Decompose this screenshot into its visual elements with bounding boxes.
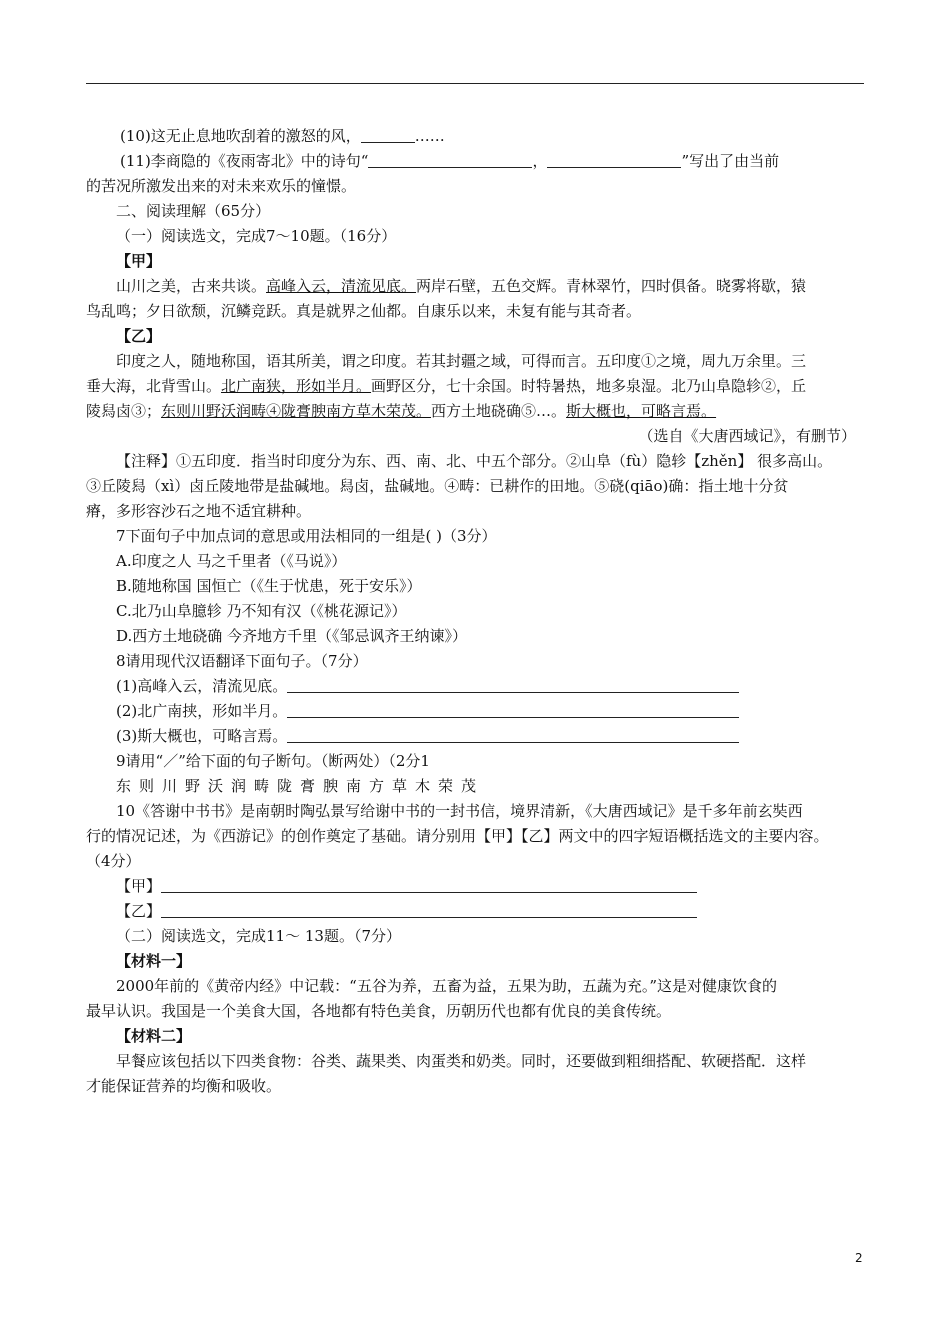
passage-yi-line-3 xyxy=(86,399,864,424)
q8-item-text: (1)高峰入云，清流见底。 xyxy=(116,677,288,695)
answer-label: 【甲】 xyxy=(116,877,162,895)
question-11-line xyxy=(86,149,864,174)
answer-blank xyxy=(361,127,415,143)
question-8: 8请用现代汉语翻译下面句子。（7分） xyxy=(116,652,368,670)
material-2-line-2: 才能保证营养的均衡和吸收。 xyxy=(86,1077,282,1095)
text-segment: 画野区分，七十余国。时特暑热，地多泉湿。北乃山阜隐轸②，丘 xyxy=(371,377,807,395)
answer-yi-line xyxy=(86,899,864,924)
question-10b-line-1: 10《答谢中书书》是南朝时陶弘景写给谢中书的一封书信，境界清新，《大唐西域记》是千多年前玄奘西 xyxy=(116,802,803,820)
q11-comma: ， xyxy=(532,152,548,170)
q8-item-text: (3)斯大概也，可略言焉。 xyxy=(116,727,288,745)
q8-item-2 xyxy=(86,699,864,724)
document-body xyxy=(86,124,864,1099)
answer-blank xyxy=(287,702,739,718)
text-segment: 西方土地硗确⑤…。 xyxy=(431,402,567,420)
annotation-line-1: 【注释】①五印度．指当时印度分为东、西、南、北、中五个部分。②山阜（fù）隐轸【zhěn】 很多高山。 xyxy=(116,452,833,470)
q10-ellipsis: …… xyxy=(414,127,445,145)
q11-text-end: ”写出了由当前 xyxy=(681,152,780,170)
passage-jia-line-2: 鸟乱鸣；夕日欲颓，沉鳞竞跃。真是就界之仙都。自康乐以来，未复有能与其奇者。 xyxy=(86,302,642,320)
annotation-line-3: 瘠，多形容沙石之地不适宜耕种。 xyxy=(86,502,312,520)
answer-blank xyxy=(368,152,532,168)
subsection-heading-2: （二）阅读选文，完成11～ 13题。（7分） xyxy=(116,927,401,945)
page-number: 2 xyxy=(855,1251,863,1265)
q8-item-text: (2)北广南挟，形如半月。 xyxy=(116,702,288,720)
text-segment: 山川之美，古来共谈。 xyxy=(116,277,267,295)
material-1-line-2: 最早认识。我国是一个美食大国，各地都有特色美食，历朝历代也都有优良的美食传统。 xyxy=(86,1002,672,1020)
underlined-sentence: 高峰入云，清流见底。 xyxy=(266,277,417,295)
material-2-label: 【材料二】 xyxy=(116,1027,192,1045)
passage-label-jia: 【甲】 xyxy=(116,252,162,270)
answer-label: 【乙】 xyxy=(116,902,162,920)
text-segment: 两岸石壁，五色交辉。青林翠竹，四时俱备。晓雾将歇，猿 xyxy=(416,277,807,295)
answer-jia-line xyxy=(86,874,864,899)
q11-text: (11)李商隐的《夜雨寄北》中的诗句“ xyxy=(120,152,369,170)
passage-label-yi: 【乙】 xyxy=(116,327,162,345)
option-b: B.随地称国 国恒亡（《生于忧患，死于安乐》） xyxy=(116,577,422,595)
question-10b-line-3: （4分） xyxy=(86,852,141,870)
annotation-line-2: ③丘陵舄（xì）卤丘陵地带是盐碱地。舄卤，盐碱地。④畴：已耕作的田地。⑤硗(qiāo)确：指土地十分贫 xyxy=(86,477,789,495)
q9-sentence: 东则川野沃润畴陇膏腴南方草木荣茂 xyxy=(116,777,485,795)
option-c: C.北乃山阜臆轸 乃不知有汉（《桃花源记》） xyxy=(116,602,407,620)
subsection-heading: （一）阅读选文，完成7～10题。（16分） xyxy=(116,227,397,245)
question-10b-line-2: 行的情况记述，为《西游记》的创作奠定了基础。请分别用【甲】【乙】两文中的四字短语概括选文的主要内容。 xyxy=(86,827,829,845)
material-1-line-1: 2000年前的《黄帝内经》中记载：“五谷为养，五畜为益，五果为助，五蔬为充。”这是对健康饮食的 xyxy=(116,977,778,995)
q10-text: (10)这无止息地吹刮着的激怒的风， xyxy=(120,127,361,145)
q8-item-1 xyxy=(86,674,864,699)
answer-blank xyxy=(547,152,681,168)
q11-continuation: 的苦况所激发出来的对未来欢乐的憧憬。 xyxy=(86,177,357,195)
passage-yi-line-1: 印度之人，随地称国，语其所美，谓之印度。若其封疆之域，可得而言。五印度①之境，周九万余里。三 xyxy=(116,352,807,370)
question-9: 9请用“／”给下面的句子断句。（断两处）（2分1 xyxy=(116,752,430,770)
option-a: A.印度之人 马之千里者（《马说》） xyxy=(116,552,347,570)
text-segment: 陵舄卤③； xyxy=(86,402,162,420)
material-1-label: 【材料一】 xyxy=(116,952,192,970)
answer-blank xyxy=(287,727,739,743)
answer-blank xyxy=(161,902,697,918)
q8-item-3 xyxy=(86,724,864,749)
section-heading: 二、阅读理解（65分） xyxy=(116,202,271,220)
material-2-line-1: 早餐应该包括以下四类食物：谷类、蔬果类、肉蛋类和奶类。同时，还要做到粗细搭配、软硬搭配．这样 xyxy=(116,1052,807,1070)
underlined-sentence: 北广南狭，形如半月。 xyxy=(221,377,372,395)
passage-yi-line-2 xyxy=(86,374,864,399)
text-segment: 垂大海，北背雪山。 xyxy=(86,377,222,395)
answer-blank xyxy=(161,877,697,893)
underlined-sentence: 东则川野沃润畴④陇膏腴南方草木荣茂。 xyxy=(161,402,432,420)
source-citation: （选自《大唐西域记》，有删节） xyxy=(638,427,856,445)
question-7: 7下面句子中加点词的意思或用法相同的一组是( )（3分） xyxy=(116,527,497,545)
answer-blank xyxy=(287,677,739,693)
option-d: D.西方土地硗确 今齐地方千里（《邹忌讽齐王纳谏》） xyxy=(116,627,468,645)
header-rule xyxy=(86,83,864,84)
question-10-line xyxy=(86,124,864,149)
underlined-sentence: 斯大概也，可略言焉。 xyxy=(566,402,717,420)
passage-jia-line-1 xyxy=(86,274,864,299)
